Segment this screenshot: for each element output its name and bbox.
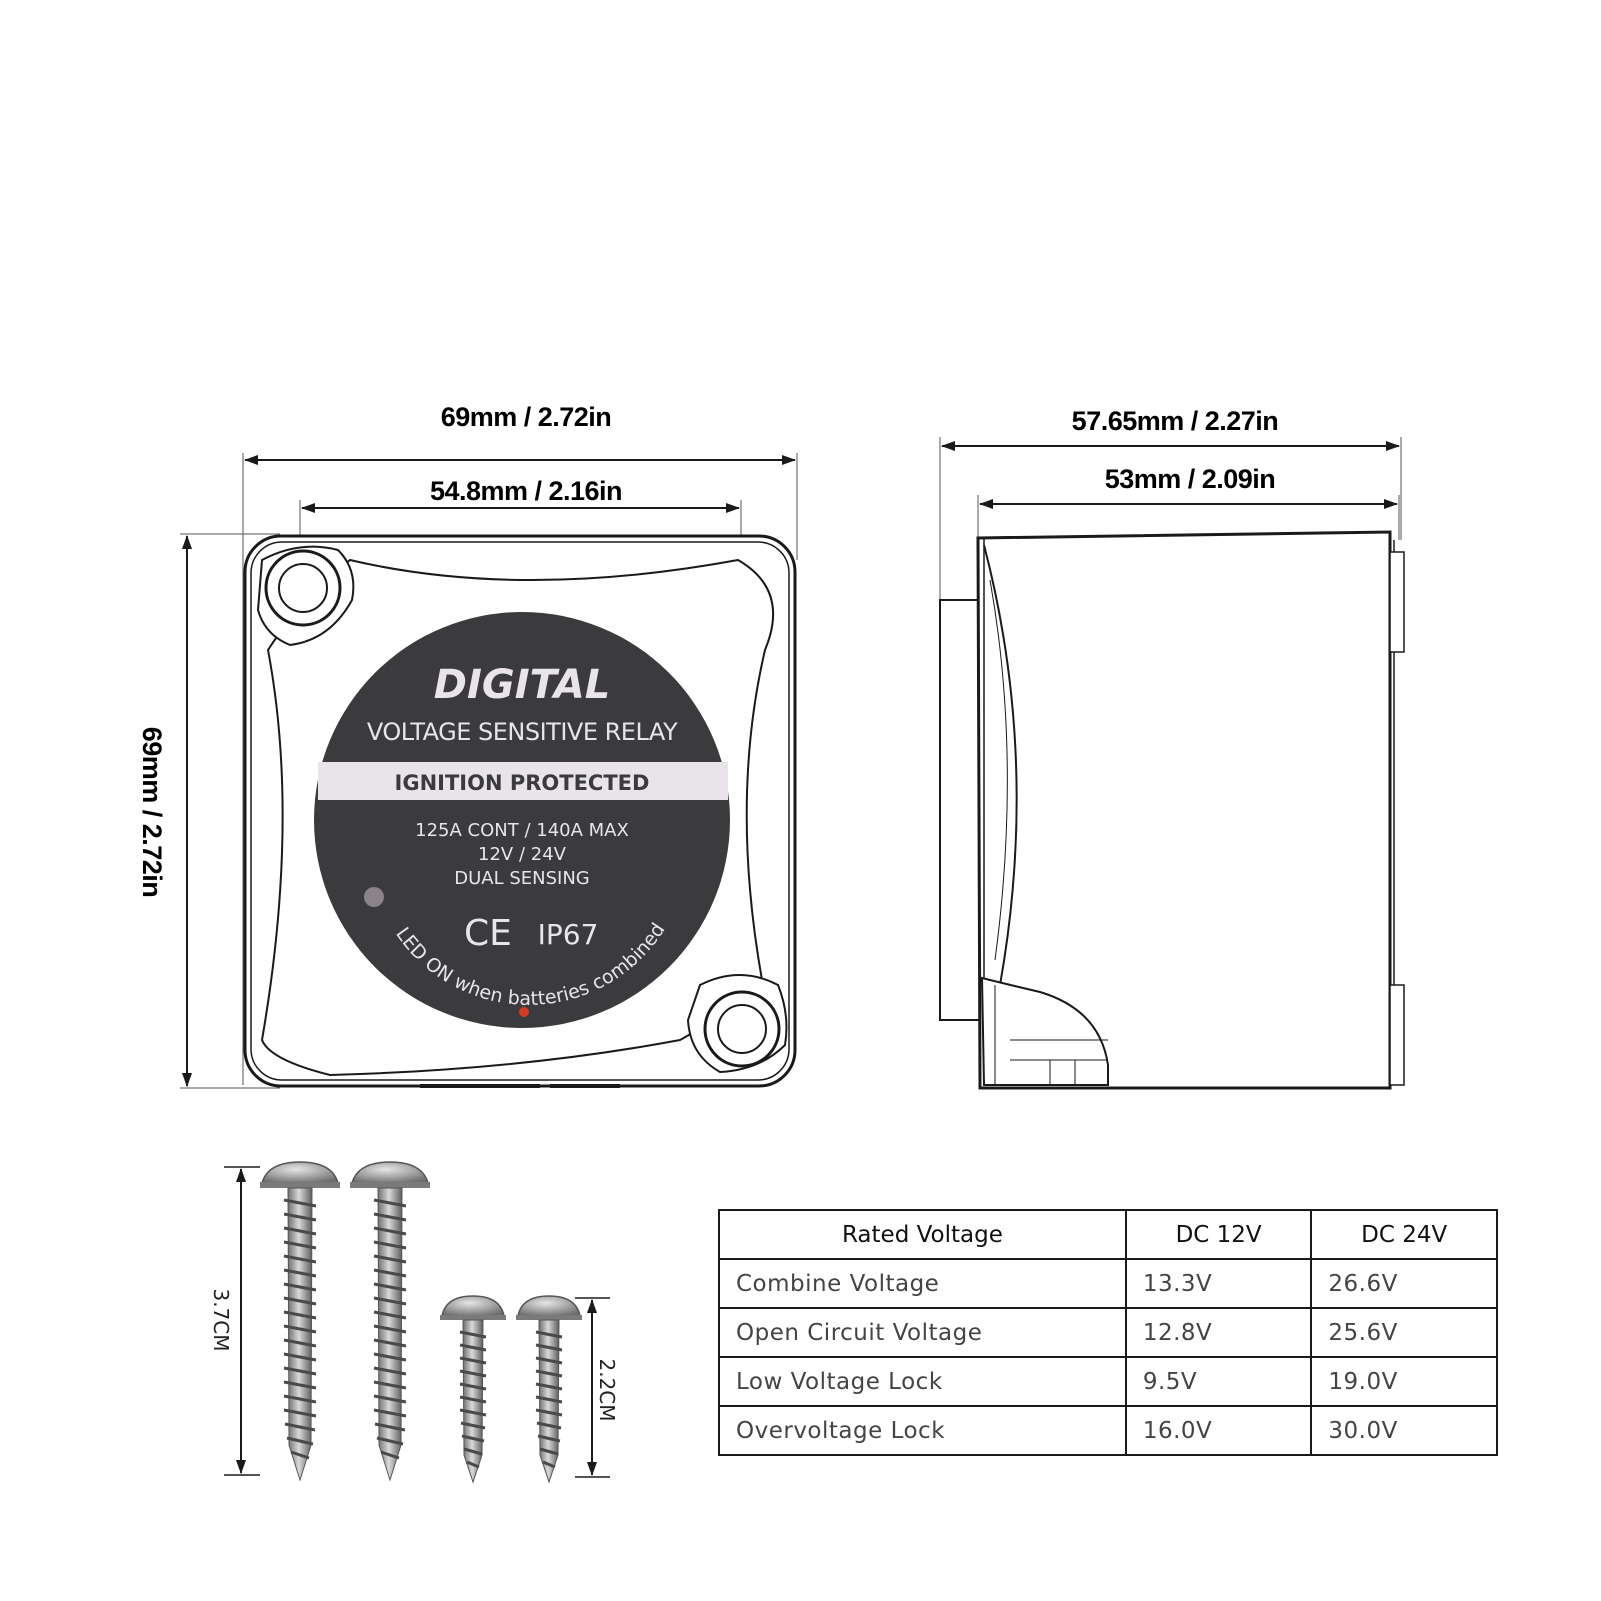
- front-height-label: 69mm / 2.72in: [137, 726, 167, 898]
- front-view: [137, 402, 797, 1088]
- ip-rating: IP67: [537, 918, 599, 951]
- label-sensing-line: DUAL SENSING: [454, 868, 590, 889]
- label-band-text: IGNITION PROTECTED: [394, 771, 650, 795]
- row-value-24v: 30.0V: [1311, 1406, 1497, 1455]
- row-value-24v: 26.6V: [1311, 1259, 1497, 1308]
- long-screw-left: [260, 1162, 340, 1480]
- front-width-inner-label: 54.8mm / 2.16in: [429, 476, 623, 506]
- row-label: Low Voltage Lock: [719, 1357, 1126, 1406]
- table-row: [719, 1259, 1497, 1308]
- label-voltage-line: 12V / 24V: [478, 844, 566, 865]
- front-width-outer-label: 69mm / 2.72in: [440, 402, 612, 432]
- voltage-spec-table: [718, 1209, 1498, 1456]
- row-label: Open Circuit Voltage: [719, 1308, 1126, 1357]
- header-dc-24v: DC 24V: [1311, 1210, 1497, 1259]
- header-dc-12v: DC 12V: [1126, 1210, 1312, 1259]
- side-back-plate: [940, 600, 980, 1020]
- side-width-inner-label: 53mm / 2.09in: [1104, 464, 1276, 494]
- long-screw-right: [350, 1162, 430, 1480]
- row-value-12v: 16.0V: [1126, 1406, 1312, 1455]
- row-value-12v: 12.8V: [1126, 1308, 1312, 1357]
- side-view: [940, 406, 1404, 1088]
- short-screw-left: [440, 1296, 506, 1482]
- table-row: [719, 1357, 1497, 1406]
- label-rating-line: 125A CONT / 140A MAX: [415, 820, 629, 841]
- row-value-24v: 19.0V: [1311, 1357, 1497, 1406]
- status-led-indicator: [364, 887, 384, 907]
- relay-label-disc: [314, 612, 730, 1028]
- table-row: [719, 1308, 1497, 1357]
- row-value-24v: 25.6V: [1311, 1308, 1497, 1357]
- mounting-screws: [209, 1162, 619, 1482]
- row-value-12v: 13.3V: [1126, 1259, 1312, 1308]
- label-subtitle: VOLTAGE SENSITIVE RELAY: [366, 718, 678, 746]
- row-label: Combine Voltage: [719, 1259, 1126, 1308]
- short-screw-length-label: 2.2CM: [595, 1358, 619, 1422]
- row-label: Overvoltage Lock: [719, 1406, 1126, 1455]
- short-screw-right: [516, 1296, 582, 1482]
- led-note-arc-text: LED ON when batteries combined: [391, 919, 670, 1011]
- row-value-12v: 9.5V: [1126, 1357, 1312, 1406]
- long-screw-length-label: 3.7CM: [209, 1288, 233, 1352]
- table-header-row: [719, 1210, 1497, 1259]
- side-width-outer-label: 57.65mm / 2.27in: [1071, 406, 1279, 436]
- header-rated-voltage: Rated Voltage: [719, 1210, 1126, 1259]
- label-title: DIGITAL: [433, 662, 611, 708]
- ce-mark: CE: [464, 913, 512, 954]
- table-row: [719, 1406, 1497, 1455]
